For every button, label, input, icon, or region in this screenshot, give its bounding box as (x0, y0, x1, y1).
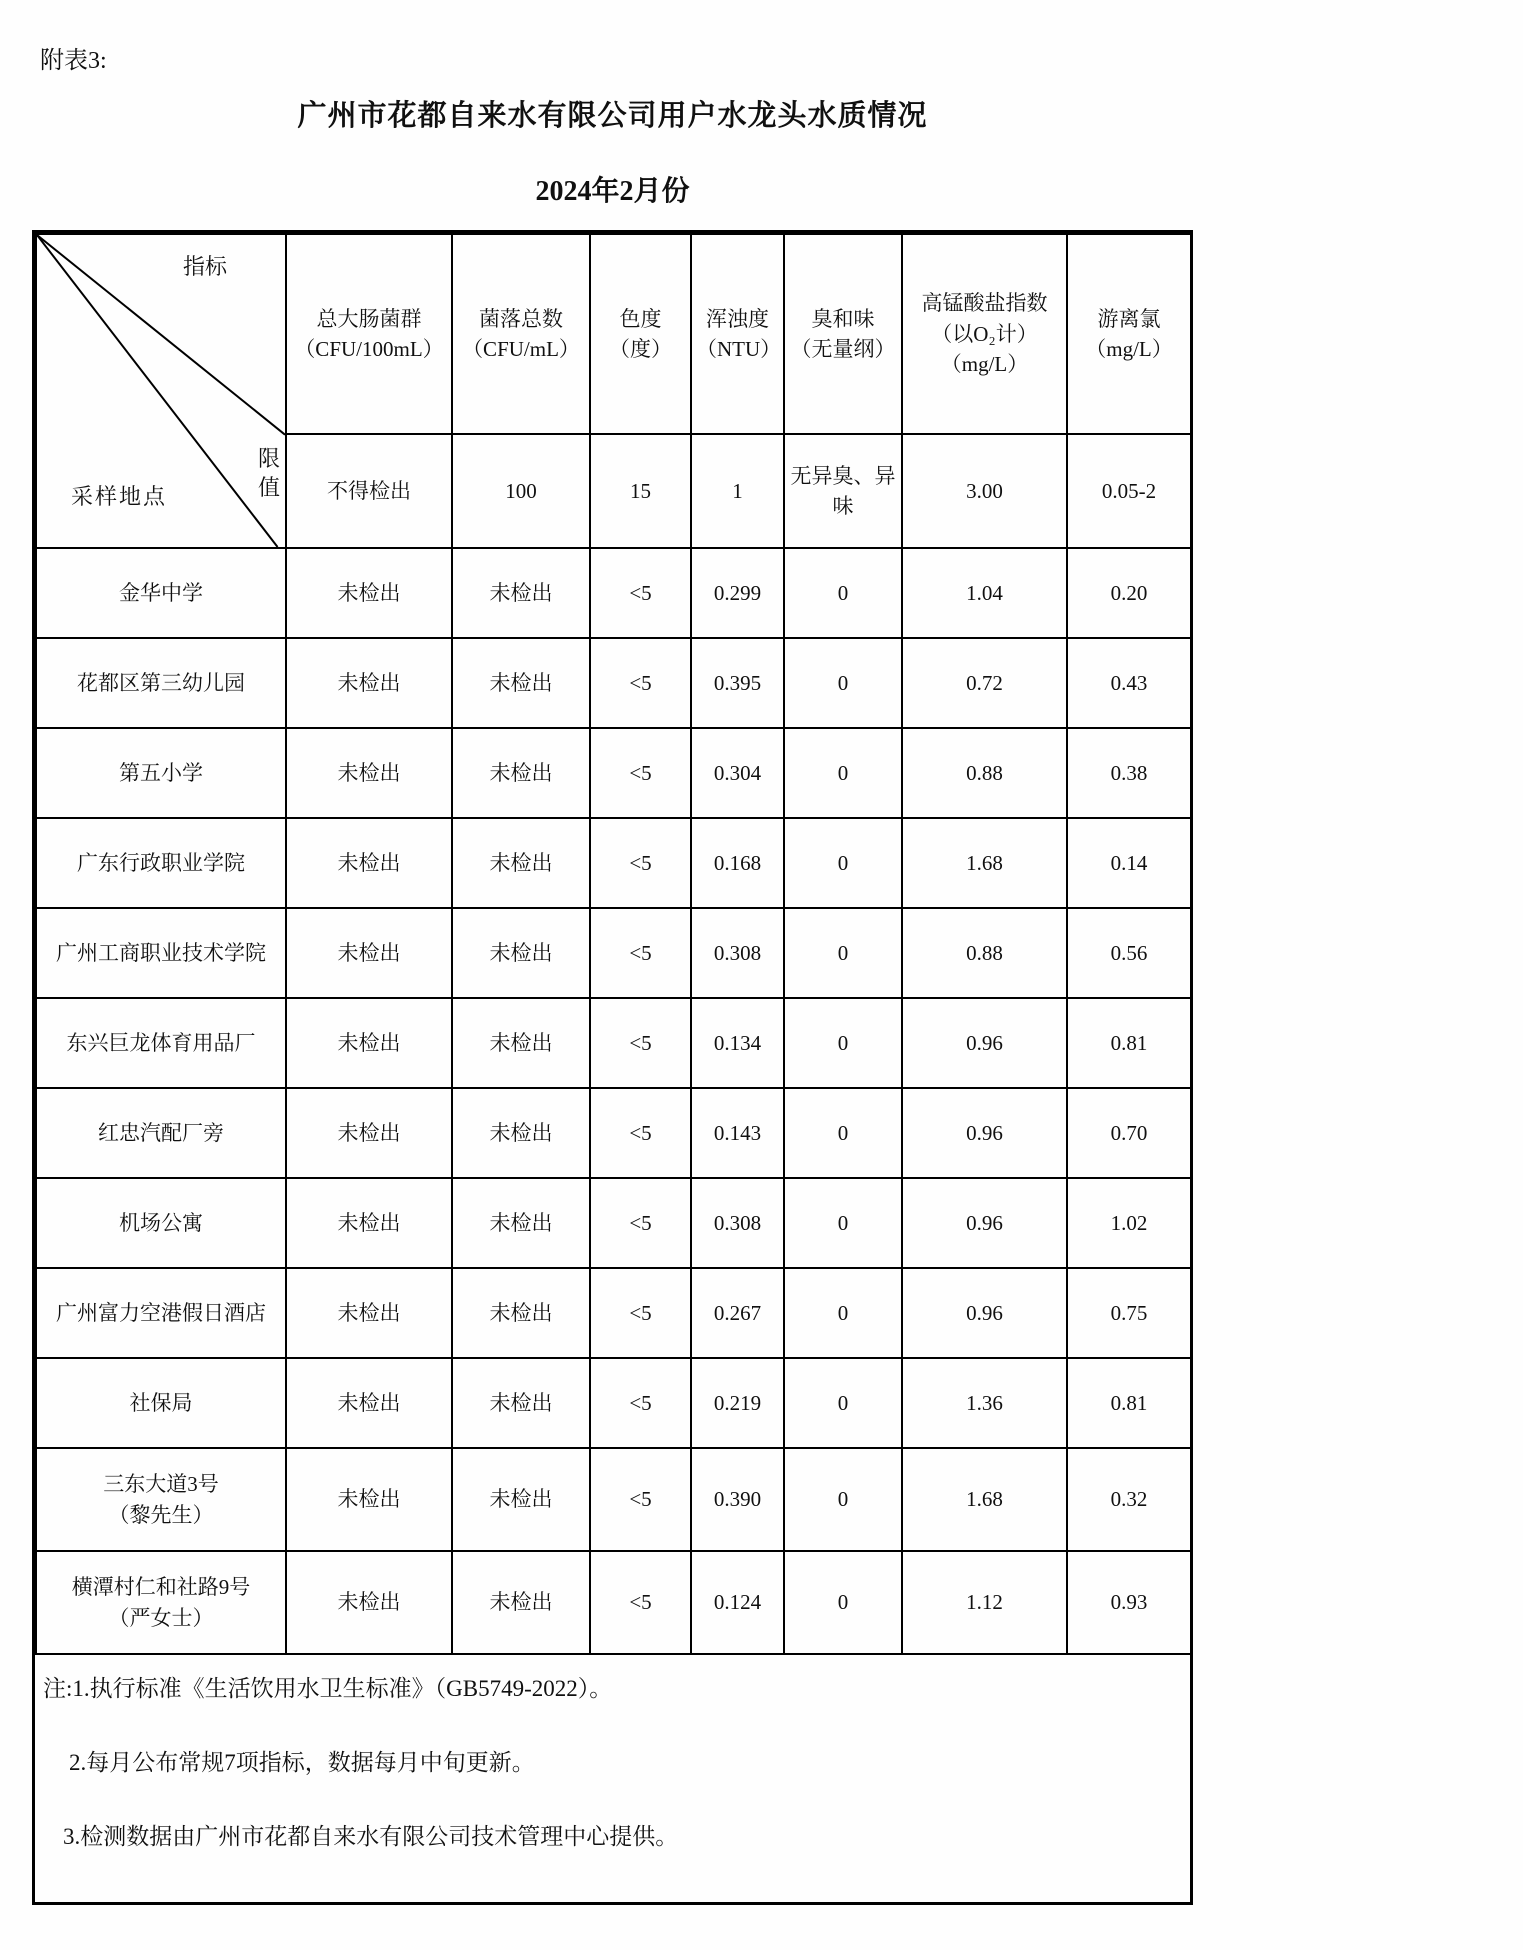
value-cell: 1.04 (902, 548, 1067, 638)
value-cell: 0.96 (902, 1178, 1067, 1268)
value-cell: <5 (590, 1088, 691, 1178)
value-cell: 未检出 (452, 1268, 590, 1358)
value-cell: <5 (590, 1358, 691, 1448)
value-cell: <5 (590, 818, 691, 908)
corner-indicator-label: 指标 (183, 254, 228, 279)
value-cell: 未检出 (452, 1551, 590, 1654)
value-cell: 未检出 (452, 1178, 590, 1268)
location-cell: 广州富力空港假日酒店 (36, 1268, 286, 1358)
value-cell: 0.81 (1067, 1358, 1191, 1448)
value-cell: 0.134 (691, 998, 784, 1088)
value-cell: 0 (784, 998, 902, 1088)
value-cell: 0 (784, 1088, 902, 1178)
note-line: 3.检测数据由广州市花都自来水有限公司技术管理中心提供。 (63, 1824, 679, 1850)
limit-cell: 无异臭、异味 (784, 434, 902, 548)
table-row (36, 1088, 1191, 1178)
location-cell: 红忠汽配厂旁 (36, 1088, 286, 1178)
value-cell: 未检出 (452, 728, 590, 818)
value-cell: <5 (590, 1268, 691, 1358)
value-cell: 未检出 (286, 1268, 452, 1358)
value-cell: 未检出 (452, 818, 590, 908)
table-row (36, 908, 1191, 998)
value-cell: 0.219 (691, 1358, 784, 1448)
limit-cell: 不得检出 (286, 434, 452, 548)
value-cell: 未检出 (452, 998, 590, 1088)
column-header-free-chlorine: 游离氯 （mg/L） (1067, 234, 1191, 434)
limit-cell: 0.05-2 (1067, 434, 1191, 548)
value-cell: <5 (590, 908, 691, 998)
value-cell: 1.68 (902, 818, 1067, 908)
page-title: 广州市花都自来水有限公司用户水龙头水质情况 (297, 100, 928, 132)
location-cell: 第五小学 (36, 728, 286, 818)
value-cell: 未检出 (286, 728, 452, 818)
corner-limit-label: 限值 (257, 446, 280, 500)
location-cell: 三东大道3号 （黎先生） (36, 1448, 286, 1551)
value-cell: <5 (590, 998, 691, 1088)
value-cell: 0 (784, 818, 902, 908)
table-row (36, 1448, 1191, 1551)
value-cell: 0.43 (1067, 638, 1191, 728)
location-cell: 东兴巨龙体育用品厂 (36, 998, 286, 1088)
limit-cell: 1 (691, 434, 784, 548)
value-cell: 未检出 (286, 998, 452, 1088)
value-cell: 未检出 (286, 638, 452, 728)
note-line: 注:1.执行标准《生活饮用水卫生标准》（GB5749-2022）。 (43, 1676, 613, 1701)
notes-section (35, 1655, 1190, 1854)
value-cell: 0 (784, 908, 902, 998)
value-cell: 0.70 (1067, 1088, 1191, 1178)
value-cell: 0.20 (1067, 548, 1191, 638)
value-cell: 0.88 (902, 908, 1067, 998)
table-frame (32, 230, 1193, 1905)
value-cell: 0.395 (691, 638, 784, 728)
value-cell: 0.14 (1067, 818, 1191, 908)
limit-cell: 3.00 (902, 434, 1067, 548)
value-cell: 0.267 (691, 1268, 784, 1358)
table-row (36, 998, 1191, 1088)
column-header-turbidity: 浑浊度 （NTU） (691, 234, 784, 434)
value-cell: 未检出 (286, 548, 452, 638)
corner-cell (36, 234, 286, 548)
table-row (36, 818, 1191, 908)
value-cell: 未检出 (286, 908, 452, 998)
value-cell: 未检出 (452, 548, 590, 638)
value-cell: 1.12 (902, 1551, 1067, 1654)
location-cell: 机场公寓 (36, 1178, 286, 1268)
location-cell: 花都区第三幼儿园 (36, 638, 286, 728)
value-cell: 未检出 (286, 1088, 452, 1178)
corner-location-label: 采样地点 (71, 484, 168, 509)
value-cell: 0.38 (1067, 728, 1191, 818)
value-cell: 0 (784, 1551, 902, 1654)
table-row (36, 1358, 1191, 1448)
column-header-total-coliform: 总大肠菌群 （CFU/100mL） (286, 234, 452, 434)
value-cell: 0.56 (1067, 908, 1191, 998)
value-cell: <5 (590, 548, 691, 638)
value-cell: 0.75 (1067, 1268, 1191, 1358)
value-cell: 0.308 (691, 908, 784, 998)
location-cell: 广东行政职业学院 (36, 818, 286, 908)
value-cell: 0.168 (691, 818, 784, 908)
location-cell: 金华中学 (36, 548, 286, 638)
value-cell: 0 (784, 728, 902, 818)
value-cell: 0.308 (691, 1178, 784, 1268)
table-row (36, 1268, 1191, 1358)
value-cell: 0 (784, 638, 902, 728)
value-cell: 0.81 (1067, 998, 1191, 1088)
limit-cell: 100 (452, 434, 590, 548)
value-cell: 0.72 (902, 638, 1067, 728)
value-cell: 0.390 (691, 1448, 784, 1551)
table-row (36, 548, 1191, 638)
value-cell: 0.93 (1067, 1551, 1191, 1654)
value-cell: 0.96 (902, 998, 1067, 1088)
value-cell: <5 (590, 728, 691, 818)
table-row (36, 1178, 1191, 1268)
value-cell: <5 (590, 1551, 691, 1654)
value-cell: 0 (784, 1268, 902, 1358)
table-body (36, 548, 1191, 1654)
note-line: 2.每月公布常规7项指标，数据每月中旬更新。 (69, 1750, 535, 1776)
location-cell: 社保局 (36, 1358, 286, 1448)
value-cell: <5 (590, 1448, 691, 1551)
column-header-colony-count: 菌落总数 （CFU/mL） (452, 234, 590, 434)
value-cell: 未检出 (286, 1448, 452, 1551)
limit-cell: 15 (590, 434, 691, 548)
value-cell: 0.299 (691, 548, 784, 638)
location-cell: 横潭村仁和社路9号 （严女士） (36, 1551, 286, 1654)
annex-label: 附表3: (40, 48, 107, 74)
value-cell: 1.02 (1067, 1178, 1191, 1268)
value-cell: 未检出 (286, 1551, 452, 1654)
column-header-chroma: 色度 （度） (590, 234, 691, 434)
value-cell: 0.88 (902, 728, 1067, 818)
value-cell: 0.96 (902, 1268, 1067, 1358)
value-cell: 0.304 (691, 728, 784, 818)
value-cell: 0.32 (1067, 1448, 1191, 1551)
value-cell: 未检出 (452, 1088, 590, 1178)
column-header-odor: 臭和味 （无量纲） (784, 234, 902, 434)
value-cell: <5 (590, 1178, 691, 1268)
table-header-row (36, 234, 1191, 434)
value-cell: <5 (590, 638, 691, 728)
page-subtitle: 2024年2月份 (535, 176, 690, 207)
value-cell: 0.96 (902, 1088, 1067, 1178)
water-quality-table (35, 233, 1192, 1655)
value-cell: 未检出 (452, 638, 590, 728)
value-cell: 0.143 (691, 1088, 784, 1178)
value-cell: 0 (784, 1178, 902, 1268)
value-cell: 1.68 (902, 1448, 1067, 1551)
table-row (36, 638, 1191, 728)
value-cell: 0.124 (691, 1551, 784, 1654)
table-row (36, 728, 1191, 818)
table-row (36, 1551, 1191, 1654)
value-cell: 0 (784, 1448, 902, 1551)
value-cell: 未检出 (286, 818, 452, 908)
column-header-permanganate-index: 高锰酸盐指数 （以O₂计） （mg/L） (902, 234, 1067, 434)
value-cell: 未检出 (286, 1178, 452, 1268)
value-cell: 未检出 (452, 908, 590, 998)
value-cell: 0 (784, 548, 902, 638)
value-cell: 1.36 (902, 1358, 1067, 1448)
value-cell: 未检出 (452, 1448, 590, 1551)
value-cell: 未检出 (286, 1358, 452, 1448)
value-cell: 0 (784, 1358, 902, 1448)
value-cell: 未检出 (452, 1358, 590, 1448)
location-cell: 广州工商职业技术学院 (36, 908, 286, 998)
